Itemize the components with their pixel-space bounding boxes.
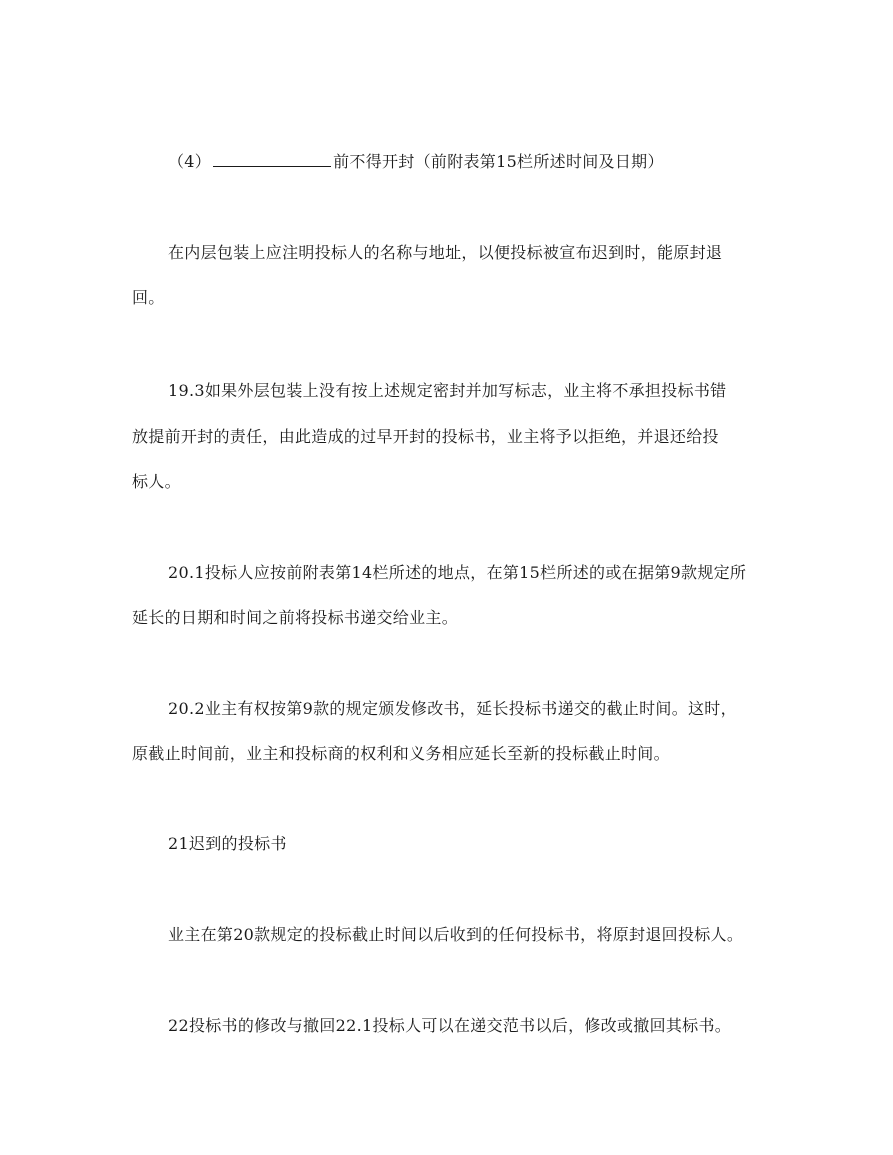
- clause-20-2-line-1: 20.2业主有权按第9款的规定颁发修改书，延长投标书递交的截止时间。这时，: [168, 699, 737, 718]
- inner-package-line-2: 回。: [132, 288, 165, 307]
- clause-19-3-line-2: 放提前开封的责任，由此造成的过早开封的投标书，业主将予以拒绝，并退还给投: [132, 427, 719, 446]
- clause-20-1-line-1: 20.1投标人应按前附表第14栏所述的地点，在第15栏所述的或在据第9款规定所: [168, 563, 747, 582]
- inner-package-line-1: 在内层包装上应注明投标人的名称与地址，以便投标被宣布迟到时，能原封退: [168, 243, 723, 262]
- fill-in-blank[interactable]: [213, 152, 331, 167]
- clause-21-text: 业主在第20款规定的投标截止时间以后收到的任何投标书，将原封退回投标人。: [168, 925, 744, 944]
- clause-20-1-line-2: 延长的日期和时间之前将投标书递交给业主。: [132, 608, 459, 627]
- clause-22-text: 22投标书的修改与撤回22.1投标人可以在递交范书以后，修改或撤回其标书。: [168, 1016, 732, 1035]
- clause-item-4: [168, 152, 664, 172]
- clause-19-3-line-1: 19.3如果外层包装上没有按上述规定密封并加写标志，业主将不承担投标书错: [168, 381, 727, 400]
- item-4-prefix: （4）: [168, 152, 212, 171]
- item-4-suffix: 前不得开封（前附表第15栏所述时间及日期）: [333, 152, 664, 171]
- clause-20-2-line-2: 原截止时间前，业主和投标商的权利和义务相应延长至新的投标截止时间。: [132, 744, 670, 763]
- clause-19-3-line-3: 标人。: [132, 472, 181, 491]
- section-21-heading: 21迟到的投标书: [168, 834, 287, 853]
